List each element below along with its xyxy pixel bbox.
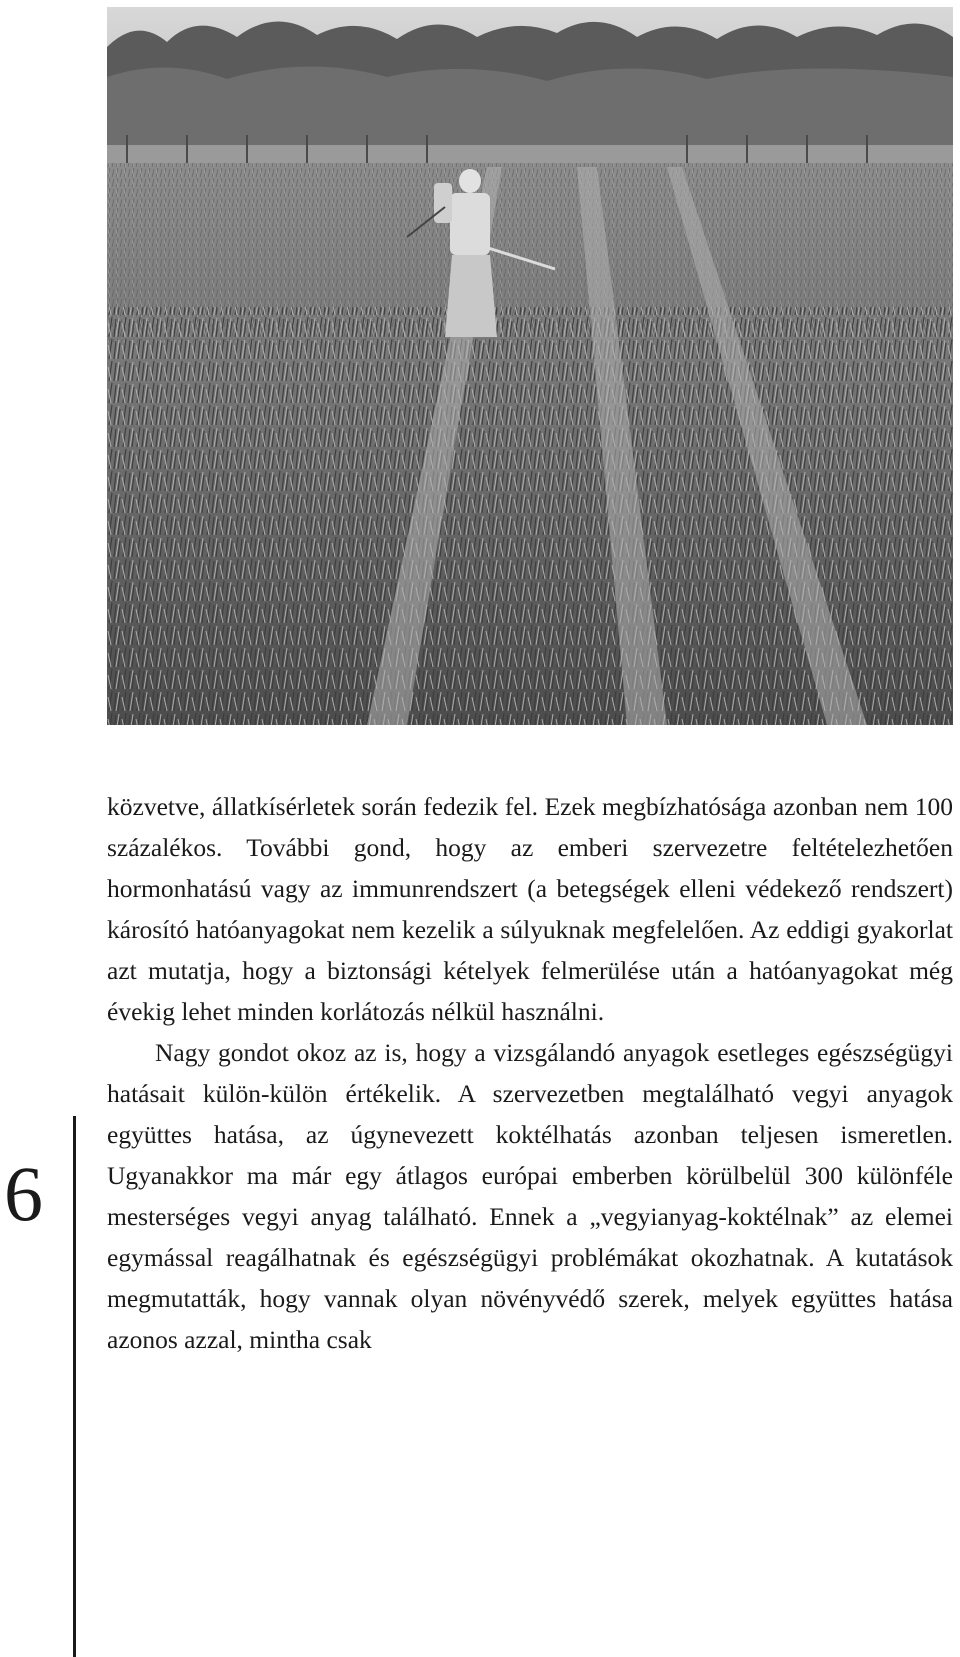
body-text bbox=[107, 786, 953, 1360]
paragraph-1: közvetve, állatkísérletek során fedezik fel. Ezek megbízhatósága azonban nem 100 százalékos. További gond, hogy az emberi szervezetre feltételezhetően hormonhatású vagy az immunrendszert (a betegségek elleni védekező rendszert) károsító hatóanyagokat nem kezelik a súlyuknak megfelelően. Az eddigi gyakorlat azt mutatja, hogy a biztonsági kételyek felmerülése után a hatóanyagokat még évekig lehet minden korlátozás nélkül használni. bbox=[107, 792, 953, 1026]
photo-illustration bbox=[107, 7, 953, 725]
paragraph-2: Nagy gondot okoz az is, hogy a vizsgálandó anyagok esetleges egészségügyi hatásait külön-külön értékelik. A szervezetben megtalálható vegyi anyagok együttes hatása, az úgynevezett koktélhatás azonban teljesen ismeretlen. Ugyanakkor ma már egy átlagos európai emberben körülbelül 300 különféle mesterséges vegyi anyag található. Ennek a „vegyianyag-koktélnak” az elemei egymással reagálhatnak és egészségügyi problémákat okozhatnak. A kutatások megmutatták, hogy vannak olyan növényvédő szerek, melyek együttes hatása azonos azzal, mintha csak bbox=[107, 1038, 953, 1354]
chapter-rule bbox=[73, 1116, 76, 1657]
field-sprayer-photo bbox=[107, 7, 953, 725]
chapter-number: 6 bbox=[4, 1150, 43, 1237]
